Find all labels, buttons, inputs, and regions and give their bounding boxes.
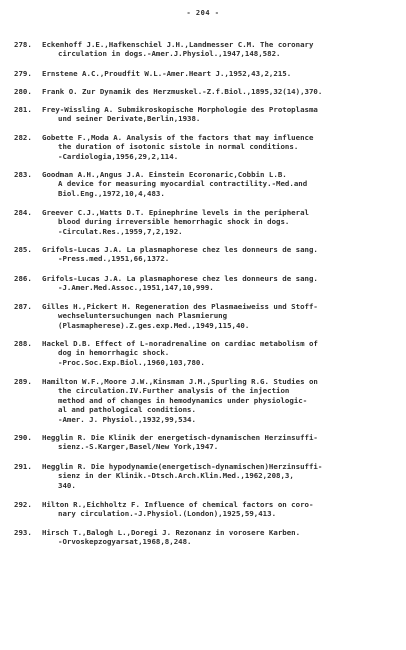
reference-line: -Orvoskepzogyarsat,1968,8,248. xyxy=(58,537,192,547)
reference-entry xyxy=(14,302,398,330)
reference-line: A device for measuring myocardial contractility.-Med.and xyxy=(58,179,308,189)
reference-text xyxy=(42,500,398,519)
reference-number: 293. xyxy=(14,528,32,537)
reference-line: sienz in der Klinik.-Dtsch.Arch.Klin.Med.,1962,208,3, xyxy=(58,471,294,481)
reference-entry xyxy=(14,528,398,547)
reference-entry xyxy=(14,433,398,452)
reference-line: method and of changes in hemodynamics under physiologic- xyxy=(58,395,308,405)
reference-number: 282. xyxy=(14,133,32,142)
reference-number: 278. xyxy=(14,40,32,49)
reference-number: 291. xyxy=(14,462,32,471)
reference-number: 286. xyxy=(14,274,32,283)
reference-number: 280. xyxy=(14,87,32,96)
reference-text xyxy=(42,87,398,96)
reference-entry xyxy=(14,170,398,198)
reference-text xyxy=(42,433,398,452)
reference-entry xyxy=(14,462,398,490)
reference-line: Ernstene A.C.,Proudfit W.L.-Amer.Heart J.,1952,43,2,215. xyxy=(42,69,292,78)
reference-text xyxy=(42,170,398,198)
reference-line: Greever C.J.,Watts D.T. Epinephrine levels in the peripheral xyxy=(42,208,309,217)
reference-line: nary circulation.-J.Physiol.(London),1925,59,413. xyxy=(58,509,277,519)
reference-entry xyxy=(14,208,398,236)
page-number: - 204 - xyxy=(186,9,220,17)
reference-line: Biol.Eng.,1972,10,4,483. xyxy=(58,188,165,198)
reference-line: Hirsch T.,Balogh L.,Doregi J. Rezonanz in vorosere Karben. xyxy=(42,528,301,537)
reference-line: circulation in dogs.-Amer.J.Physiol.,1947,148,582. xyxy=(58,49,281,59)
reference-text xyxy=(42,274,398,293)
reference-line: -J.Amer.Med.Assoc.,1951,147,10,999. xyxy=(58,283,214,293)
reference-number: 292. xyxy=(14,500,32,509)
reference-line: und seiner Derivate,Berlin,1938. xyxy=(58,114,201,124)
reference-text xyxy=(42,40,398,59)
reference-line: Hilton R.,Eichholtz F. Influence of chemical factors on coro- xyxy=(42,500,314,509)
reference-entry xyxy=(14,245,398,264)
reference-text xyxy=(42,245,398,264)
reference-text xyxy=(42,69,398,78)
reference-line: Goodman A.H.,Angus J.A. Einstein Ecoronaric,Cobbin L.B. xyxy=(42,170,287,179)
reference-number: 289. xyxy=(14,377,32,386)
reference-entry xyxy=(14,377,398,424)
reference-line: Grifols-Lucas J.A. La plasmaphorese chez les donneurs de sang. xyxy=(42,245,318,254)
reference-number: 279. xyxy=(14,69,32,78)
reference-number: 284. xyxy=(14,208,32,217)
reference-text xyxy=(42,302,398,330)
reference-line: al and pathological conditions. xyxy=(58,405,196,415)
reference-line: Hackel D.B. Effect of L-noradrenaline on cardiac metabolism of xyxy=(42,339,318,348)
reference-entry xyxy=(14,274,398,293)
reference-text xyxy=(42,462,398,490)
reference-line: dog in hemorrhagic shock. xyxy=(58,348,170,358)
reference-line: (Plasmapherese).Z.ges.exp.Med.,1949,115,40. xyxy=(58,320,250,330)
reference-line: Frank O. Zur Dynamik des Herzmuskel.-Z.f.Biol.,1895,32(14),370. xyxy=(42,87,323,96)
reference-line: 340. xyxy=(58,480,76,490)
reference-entry xyxy=(14,40,398,59)
reference-text xyxy=(42,208,398,236)
reference-line: Hegglin R. Die Klinik der energetisch-dynamischen Herzinsuffi- xyxy=(42,433,318,442)
reference-number: 285. xyxy=(14,245,32,254)
reference-line: wechseluntersuchungen nach Plasmierung xyxy=(58,311,228,321)
reference-text xyxy=(42,339,398,367)
reference-entry xyxy=(14,500,398,519)
reference-number: 283. xyxy=(14,170,32,179)
reference-number: 281. xyxy=(14,105,32,114)
reference-line: the circulation.IV.Further analysis of the injection xyxy=(58,386,290,396)
reference-number: 290. xyxy=(14,433,32,442)
reference-line: sienz.-S.Karger,Basel/New York,1947. xyxy=(58,442,219,452)
reference-entry xyxy=(14,105,398,124)
reference-text xyxy=(42,528,398,547)
reference-entry xyxy=(14,87,398,96)
reference-line: Eckenhoff J.E.,Hafkenschiel J.H.,Landmesser C.M. The coronary xyxy=(42,40,314,49)
reference-line: -Press.med.,1951,66,1372. xyxy=(58,254,170,264)
reference-line: -Proc.Soc.Exp.Biol.,1960,103,780. xyxy=(58,357,205,367)
reference-line: Hamilton W.F.,Moore J.W.,Kinsman J.M.,Spurling R.G. Studies on xyxy=(42,377,318,386)
reference-line: Hegglin R. Die hypodynamie(energetisch-dynamischen)Herzinsuffi- xyxy=(42,462,323,471)
reference-text xyxy=(42,133,398,161)
reference-line: Grifols-Lucas J.A. La plasmaphorese chez les donneurs de sang. xyxy=(42,274,318,283)
reference-line: -Cardiologia,1956,29,2,114. xyxy=(58,151,179,161)
reference-line: -Circulat.Res.,1959,7,2,192. xyxy=(58,226,183,236)
reference-line: the duration of isotonic sistole in normal conditions. xyxy=(58,142,299,152)
reference-line: blood during irreversible hemorrhagic shock in dogs. xyxy=(58,217,290,227)
reference-entry xyxy=(14,69,398,78)
reference-line: Gobette F.,Moda A. Analysis of the factors that may influence xyxy=(42,133,314,142)
reference-entry xyxy=(14,133,398,161)
reference-entry xyxy=(14,339,398,367)
reference-number: 287. xyxy=(14,302,32,311)
reference-line: Gilles H.,Pickert H. Regeneration des Plasmaeiweiss und Stoff- xyxy=(42,302,318,311)
reference-text xyxy=(42,377,398,424)
reference-text xyxy=(42,105,398,124)
reference-line: -Amer. J. Physiol.,1932,99,534. xyxy=(58,414,196,424)
reference-number: 288. xyxy=(14,339,32,348)
reference-line: Frey-Wissling A. Submikroskopische Morphologie des Protoplasma xyxy=(42,105,318,114)
